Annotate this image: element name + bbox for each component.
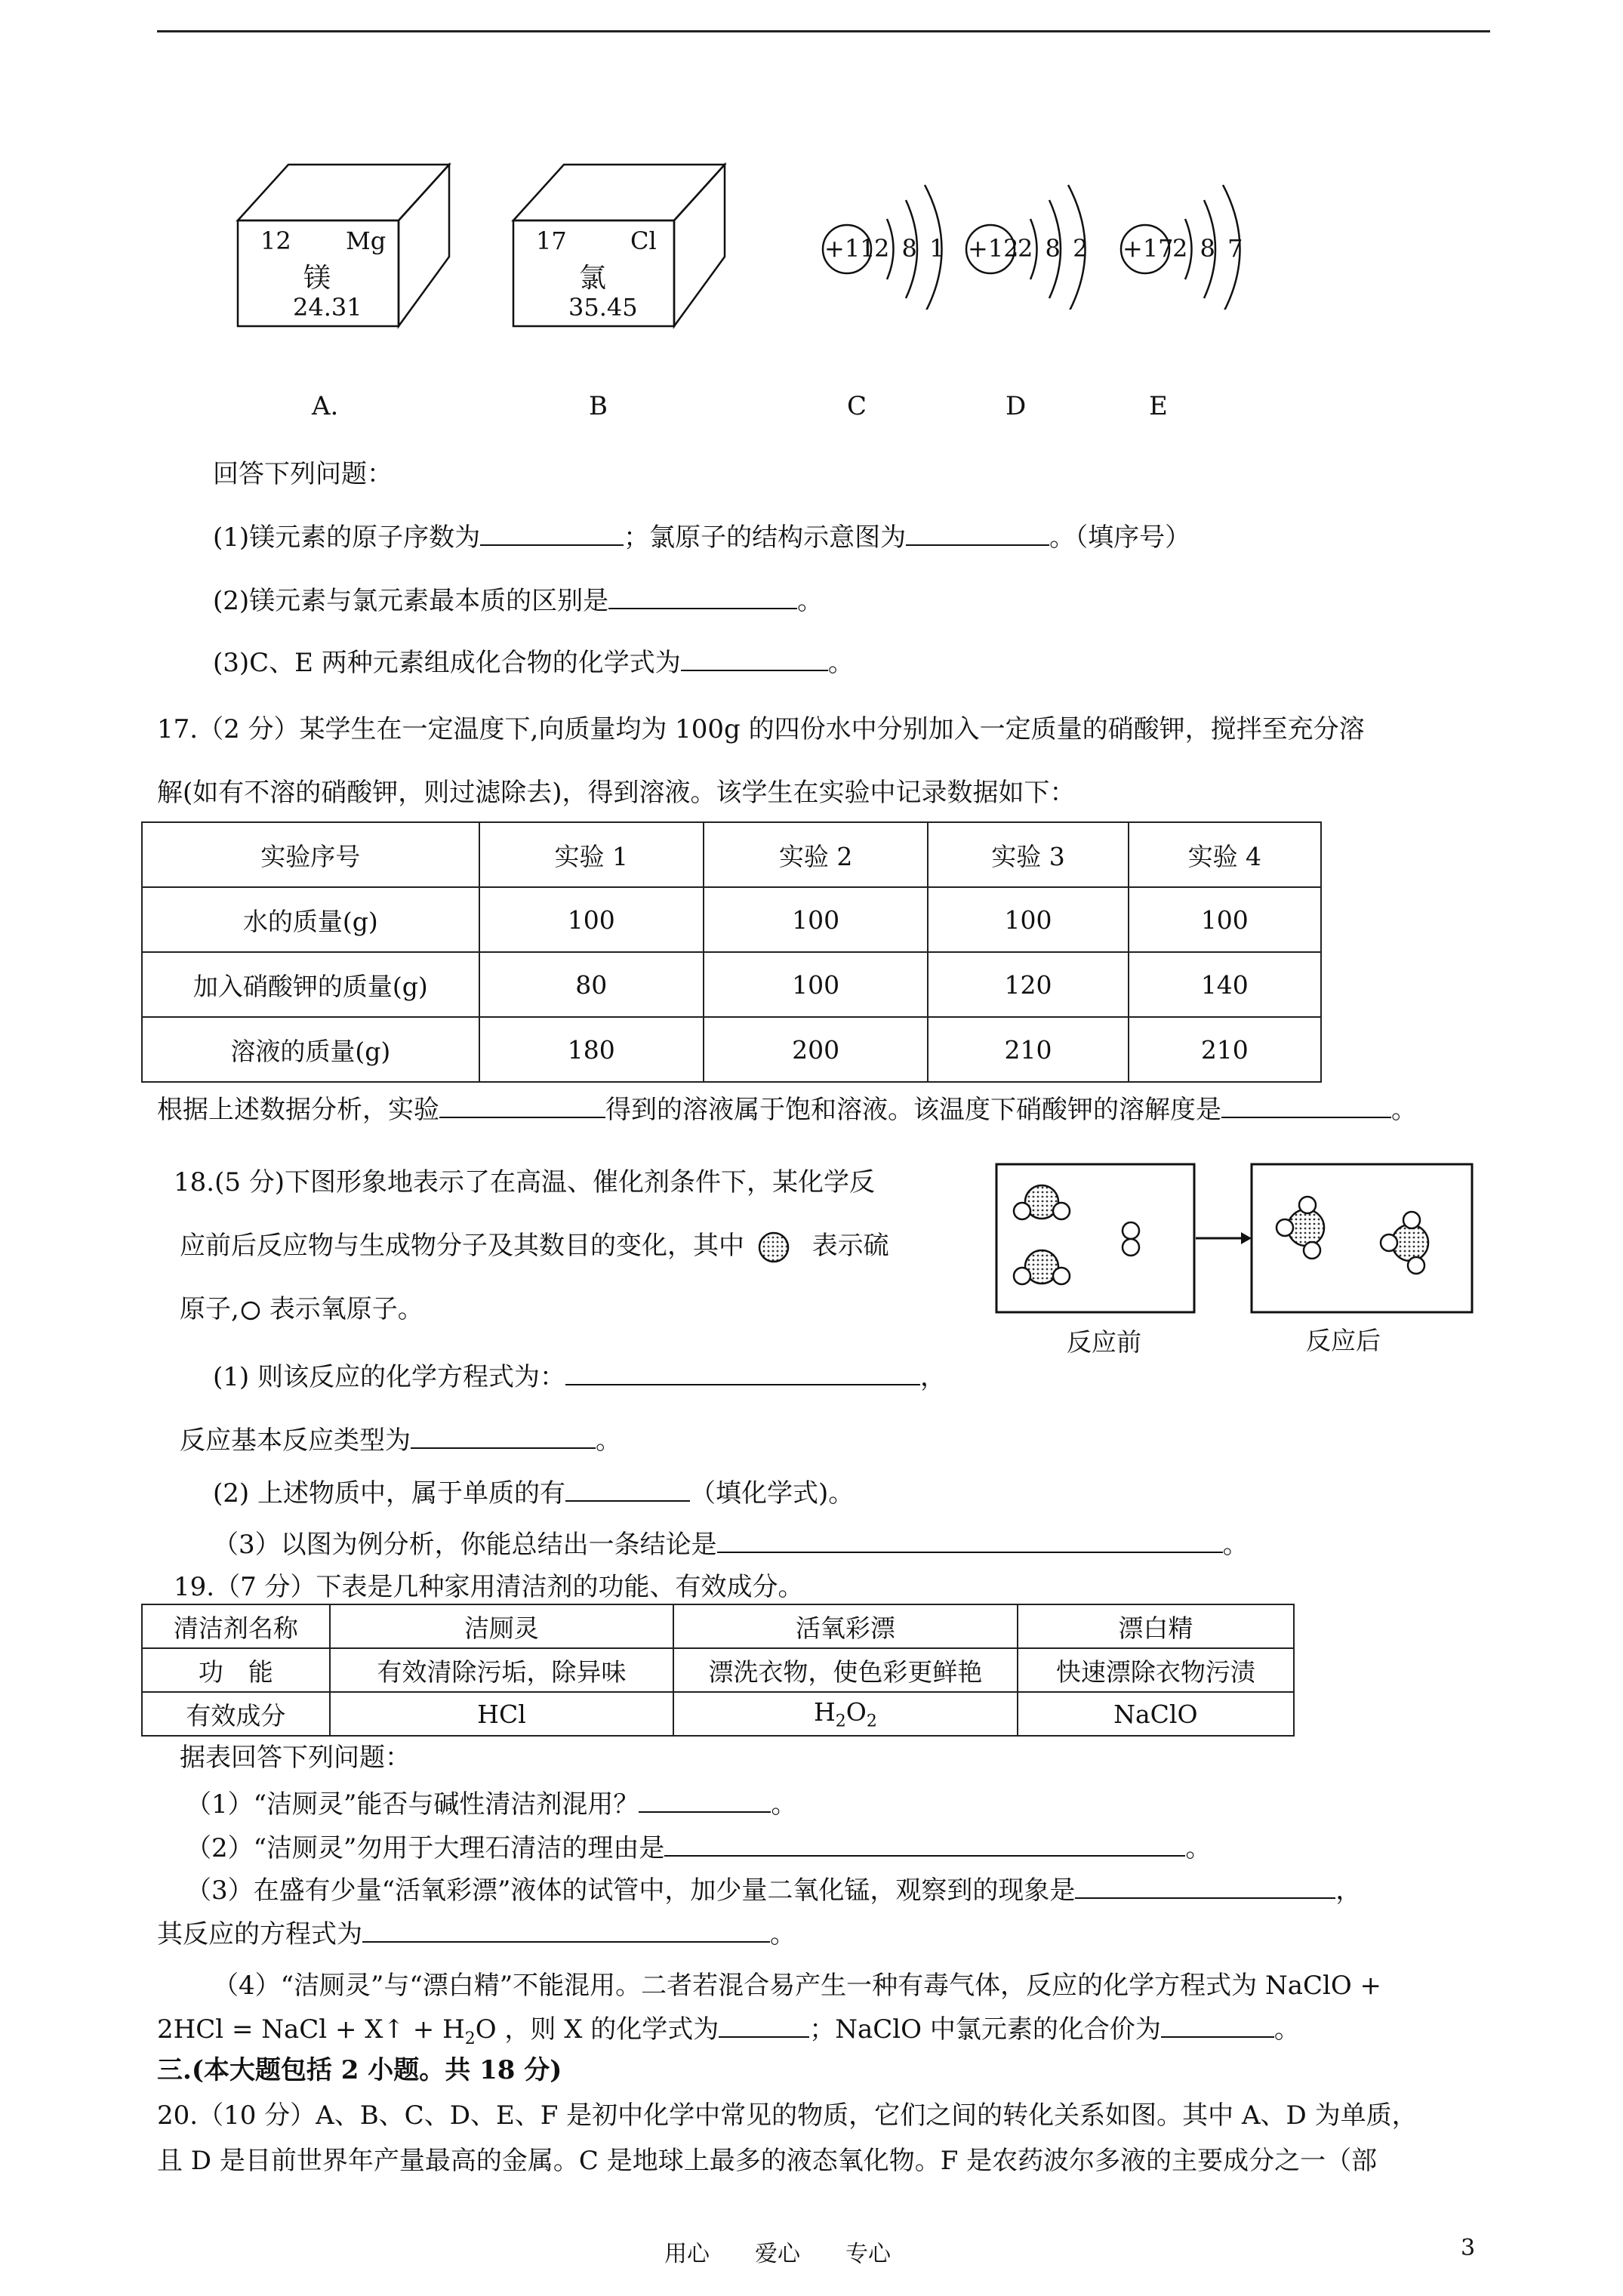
text: 其反应的方程式为: [157, 1919, 362, 1949]
text: 反应基本反应类型为: [180, 1425, 411, 1456]
text: (2)镁元素与氯元素最本质的区别是: [213, 586, 609, 616]
table-row: [142, 952, 1321, 1017]
q18-part3: [213, 1524, 1249, 1561]
q19-part2: [186, 1827, 1211, 1864]
table-cell: NaClO: [1018, 1692, 1294, 1736]
answer-blank[interactable]: [565, 1478, 690, 1502]
answer-blank[interactable]: [608, 585, 797, 609]
answer-blank[interactable]: [906, 522, 1049, 546]
q19-intro: 据表回答下列问题：: [180, 1743, 411, 1773]
atom-diagram-c: [815, 174, 966, 310]
text: 。: [1222, 1530, 1249, 1560]
q19-cleaner-table: [141, 1604, 1295, 1737]
answer-blank[interactable]: [664, 1832, 1185, 1857]
element-box-b: [510, 151, 736, 332]
figure-label-c: C: [847, 391, 867, 421]
table-header-row: [142, 822, 1321, 887]
q19-part1: [186, 1783, 796, 1820]
text: （填化学式)。: [689, 1478, 855, 1509]
answer-blank[interactable]: [1161, 2014, 1274, 2038]
nucleus-charge: +17: [1123, 234, 1174, 263]
text: 。: [827, 648, 854, 678]
answer-blank[interactable]: [565, 1361, 920, 1385]
table-cell: 有效成分: [142, 1692, 330, 1736]
text: （1）“洁厕灵”能否与碱性清洁剂混用？: [186, 1789, 639, 1820]
q18-line3: [180, 1288, 423, 1325]
answer-blank[interactable]: [639, 1789, 771, 1813]
answer-blank[interactable]: [1221, 1094, 1391, 1118]
element-symbol: Cl: [630, 227, 657, 255]
oxygen-atom-icon: [239, 1299, 262, 1322]
table-header-cell: 活氧彩漂: [673, 1604, 1018, 1648]
q17-line1: 17.（2 分）某学生在一定温度下,向质量均为 100g 的四份水中分别加入一定质量的硝酸钾，搅拌至充分溶: [157, 714, 1365, 744]
table-cell: 100: [928, 887, 1128, 952]
element-box-a: [234, 151, 460, 332]
before-label: 反应前: [1067, 1327, 1141, 1357]
table-header-cell: 实验 1: [479, 822, 704, 887]
q17-line2: 解(如有不溶的硝酸钾，则过滤除去)，得到溶液。该学生在实验中记录数据如下：: [157, 778, 1076, 808]
shell-electrons: 2 8 7: [1172, 234, 1243, 263]
table-cell: 180: [479, 1017, 704, 1082]
q19-part4-line2: [157, 2008, 1300, 2048]
reaction-boxes: [995, 1163, 1478, 1344]
text: 。: [1391, 1095, 1417, 1125]
text: (1) 则该反应的化学方程式为：: [213, 1362, 565, 1392]
q19-part3-equation: [157, 1913, 796, 1950]
text: 。: [1273, 2014, 1300, 2045]
formula-h: H: [814, 1697, 836, 1727]
table-row: [142, 1648, 1294, 1692]
text: 回答下列问题：: [213, 459, 393, 489]
table-cell: 100: [704, 952, 928, 1017]
text: ，: [919, 1362, 946, 1392]
table-cell: 100: [479, 887, 704, 952]
after-label: 反应后: [1306, 1326, 1381, 1355]
table-header-cell: 实验 3: [928, 822, 1128, 887]
table-cell: 120: [928, 952, 1128, 1017]
text: 。: [1185, 1833, 1212, 1863]
table-cell: 200: [704, 1017, 928, 1082]
figure-label-d: D: [1006, 391, 1027, 421]
text: 。: [797, 586, 824, 616]
table-header-cell: 实验 2: [704, 822, 928, 887]
answer-blank[interactable]: [362, 1918, 770, 1943]
formula-o: O: [845, 1697, 867, 1727]
table-cell: 100: [1129, 887, 1321, 952]
atom-diagram-e: [1113, 174, 1264, 310]
text: 根据上述数据分析，实验: [157, 1095, 439, 1125]
table-cell: 140: [1129, 952, 1321, 1017]
table-cell: [673, 1692, 1018, 1736]
table-cell: HCl: [330, 1692, 673, 1736]
text: 。: [771, 1789, 797, 1820]
table-cell: 漂洗衣物，使色彩更鲜艳: [673, 1648, 1018, 1692]
answer-blank[interactable]: [439, 1094, 605, 1118]
answer-blank[interactable]: [717, 1529, 1223, 1553]
section-title: 三.(本大题包括 2 小题。共 18 分): [157, 2055, 562, 2085]
text: (3)C、E 两种元素组成化合物的化学式为: [213, 648, 681, 678]
atomic-mass: 24.31: [293, 293, 362, 322]
figure-label-a: A.: [312, 391, 339, 421]
table-row: [142, 1017, 1321, 1082]
answer-blank[interactable]: [1075, 1875, 1335, 1899]
table-header-cell: 洁厕灵: [330, 1604, 673, 1648]
element-name: 氯: [579, 263, 607, 294]
q16-part1: [213, 516, 1190, 553]
answer-blank[interactable]: [719, 2014, 809, 2038]
q18-line2: [180, 1225, 889, 1264]
text: 表示硫: [812, 1231, 889, 1261]
table-header-row: [142, 1604, 1294, 1648]
text: （3）以图为例分析，你能总结出一条结论是: [213, 1530, 717, 1560]
shell-electrons: 2 8 1: [874, 234, 945, 263]
element-name: 镁: [303, 263, 331, 294]
text: 2HCl = NaCl + X↑ + H: [157, 2014, 465, 2045]
text: 。（填序号）: [1049, 522, 1191, 553]
q18-part1-type: [180, 1419, 621, 1456]
text: （3）在盛有少量“活氧彩漂”液体的试管中，加少量二氧化锰，观察到的现象是: [186, 1875, 1076, 1906]
text: (2) 上述物质中，属于单质的有: [213, 1478, 565, 1509]
text: ；NaClO 中氯元素的化合价为: [809, 2014, 1161, 2045]
q20-line2: 且 D 是目前世界年产量最高的金属。C 是地球上最多的液态氧化物。F 是农药波尔多液的主要成分之一（部: [157, 2146, 1378, 2176]
q19-part3: [186, 1869, 1361, 1906]
q18-part1: [213, 1356, 946, 1393]
sulfur-atom-icon: [753, 1231, 795, 1264]
table-cell: 功 能: [142, 1648, 330, 1692]
footer-motto: 用心 爱心 专心: [664, 2241, 891, 2267]
page-number: 3: [1461, 2235, 1476, 2261]
table-cell: 有效清除污垢，除异味: [330, 1648, 673, 1692]
q17-after-table: [157, 1089, 1417, 1126]
q16-part2: [213, 580, 823, 617]
table-header-cell: 漂白精: [1018, 1604, 1294, 1648]
shell-electrons: 2 8 2: [1018, 234, 1089, 263]
q18-line1: 18.(5 分)下图形象地表示了在高温、催化剂条件下，某化学反: [174, 1167, 876, 1197]
nucleus-charge: +12: [968, 234, 1019, 263]
table-header-cell: 实验序号: [142, 822, 479, 887]
q16-intro: [213, 453, 393, 490]
element-symbol: Mg: [346, 227, 387, 255]
text: 原子,: [180, 1294, 239, 1324]
answer-blank[interactable]: [480, 522, 624, 546]
text: 表示氧原子。: [269, 1294, 423, 1324]
q19-line1: 19.（7 分）下表是几种家用清洁剂的功能、有效成分。: [174, 1572, 804, 1602]
table-cell: 210: [928, 1017, 1128, 1082]
formula-sub: 2: [835, 1712, 846, 1731]
subscript: 2: [464, 2029, 476, 2048]
text: ，: [1335, 1875, 1362, 1906]
table-cell: 溶液的质量(g): [142, 1017, 479, 1082]
text: (1)镁元素的原子序数为: [213, 522, 481, 553]
reaction-diagram: [995, 1163, 1478, 1389]
q19-part4-line1: （4）“洁厕灵”与“漂白精”不能混用。二者若混合易产生一种有毒气体，反应的化学方程式为 NaClO +: [213, 1971, 1382, 2001]
atomic-mass: 35.45: [568, 293, 638, 322]
answer-blank[interactable]: [411, 1425, 596, 1449]
atom-diagram-d: [959, 174, 1110, 310]
formula-sub: 2: [866, 1712, 877, 1731]
table-cell: 100: [704, 887, 928, 952]
table-cell: 快速漂除衣物污渍: [1018, 1648, 1294, 1692]
text: 。: [770, 1919, 796, 1949]
text: ；氯原子的结构示意图为: [624, 522, 907, 553]
text: （2）“洁厕灵”勿用于大理石清洁的理由是: [186, 1833, 665, 1863]
table-header-cell: 清洁剂名称: [142, 1604, 330, 1648]
text: 得到的溶液属于饱和溶液。该温度下硝酸钾的溶解度是: [605, 1095, 1221, 1125]
header-rule: [157, 30, 1490, 32]
nucleus-charge: +11: [824, 234, 876, 263]
table-cell: 80: [479, 952, 704, 1017]
q20-line1: 20.（10 分）A、B、C、D、E、F 是初中化学中常见的物质，它们之间的转化关系如图。其中 A、D 为单质，: [157, 2100, 1418, 2131]
figure-label-e: E: [1149, 391, 1168, 421]
table-row: [142, 887, 1321, 952]
table-cell: 水的质量(g): [142, 887, 479, 952]
table-cell: 加入硝酸钾的质量(g): [142, 952, 479, 1017]
q18-part2: [213, 1472, 854, 1509]
answer-blank[interactable]: [681, 647, 828, 671]
figure-label-b: B: [589, 391, 608, 421]
table-cell: 210: [1129, 1017, 1321, 1082]
q16-part3: [213, 642, 854, 679]
text: O ，则 X 的化学式为: [475, 2014, 719, 2045]
atomic-number: 12: [260, 227, 291, 255]
q17-data-table: [141, 821, 1322, 1083]
table-header-cell: 实验 4: [1129, 822, 1321, 887]
text: 应前后反应物与生成物分子及其数目的变化，其中: [180, 1231, 744, 1261]
table-row: [142, 1692, 1294, 1736]
text: 。: [596, 1425, 621, 1456]
atomic-number: 17: [536, 227, 567, 255]
